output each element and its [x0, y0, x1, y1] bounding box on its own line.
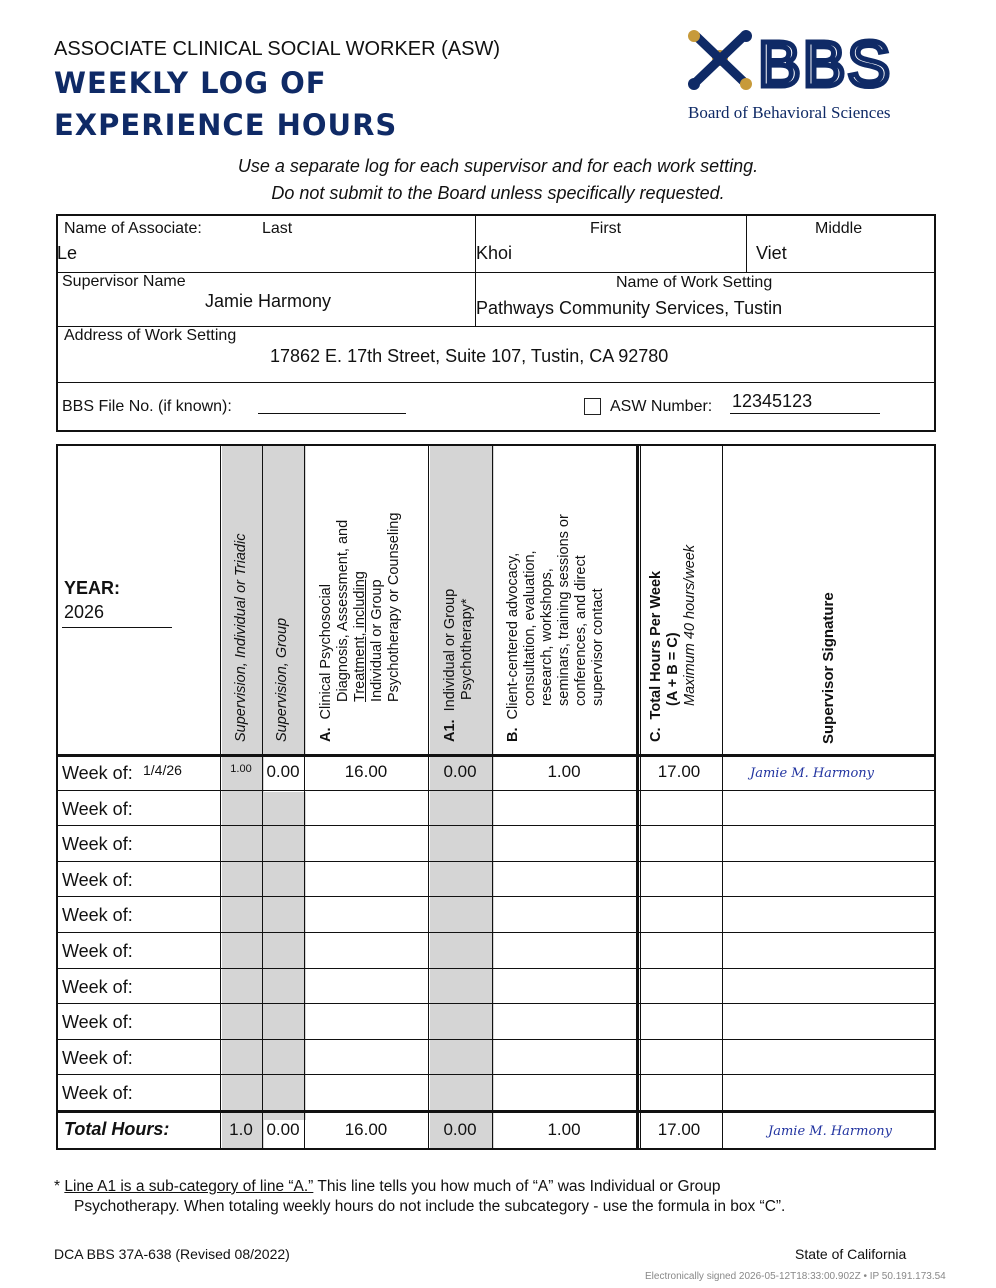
col-header-supervision-group: Supervision, Group — [274, 617, 290, 742]
form-title-line1: WEEKLY LOG OF — [54, 66, 327, 100]
total-cell-sup_grp[interactable]: 0.00 — [266, 1120, 300, 1139]
associate-name-label: Name of Associate: — [64, 220, 202, 237]
work-setting-name-field[interactable]: Pathways Community Services, Tustin — [476, 298, 783, 318]
week-label: Week of: — [62, 869, 133, 890]
hours-cell-c[interactable]: 17.00 — [657, 762, 701, 781]
hours-cell-a1[interactable]: 0.00 — [443, 762, 477, 781]
total-cell-b[interactable]: 1.00 — [547, 1120, 581, 1139]
supervisor-name-field[interactable]: Jamie Harmony — [205, 291, 332, 311]
year-underline — [62, 627, 172, 628]
first-name-field[interactable]: Khoi — [476, 243, 513, 263]
e-signature-stamp: Electronically signed 2026-05-12T18:33:00.902Z • IP 50.191.173.54 — [645, 1271, 946, 1282]
total-cell-c[interactable]: 17.00 — [657, 1120, 701, 1139]
total-hours-label: Total Hours: — [64, 1119, 170, 1139]
asw-checkbox[interactable] — [584, 398, 601, 415]
col-header-b: B. Client-centered advocacy, consultation, evaluation, research, workshops, seminars, training sessions or conferences, and direct supervisor contact — [505, 514, 606, 742]
instruction-line2: Do not submit to the Board unless specifically requested. — [271, 183, 725, 203]
hours-cell-sup_grp[interactable]: 0.00 — [266, 762, 300, 781]
week-label: Week of: — [62, 1083, 133, 1104]
footnote-line2: Psychotherapy. When totaling weekly hours do not include the subcategory - use the formula in box “C”. — [74, 1198, 786, 1215]
asw-number-label: ASW Number: — [610, 398, 713, 415]
hours-table — [56, 444, 936, 1150]
work-address-field[interactable]: 17862 E. 17th Street, Suite 107, Tustin, CA 92780 — [270, 346, 669, 366]
total-cell-sup_ind[interactable]: 1.0 — [229, 1120, 253, 1139]
bbs-logo-text: BBS — [758, 28, 893, 100]
week-label: Week of: — [62, 798, 133, 819]
week-label: Week of: — [62, 905, 133, 926]
year-label: YEAR: — [64, 578, 121, 598]
last-name-field[interactable]: Le — [57, 243, 78, 263]
instruction-line1: Use a separate log for each supervisor and for each work setting. — [237, 156, 759, 176]
last-name-label: Last — [262, 220, 293, 237]
bbs-file-no-label: BBS File No. (if known): — [62, 398, 232, 415]
hours-cell-b[interactable]: 1.00 — [547, 762, 581, 781]
col-header-c: C. Total Hours Per Week (A + B = C) Maximum 40 hours/week — [648, 544, 698, 742]
week-label: Week of: — [62, 1012, 133, 1033]
week-date-field[interactable]: 1/4/26 — [143, 762, 182, 778]
week-label: Week of: — [62, 763, 133, 783]
supervisor-signature: Jamie M. Harmony — [750, 766, 875, 781]
form-type-heading: ASSOCIATE CLINICAL SOCIAL WORKER (ASW) — [54, 38, 500, 60]
asw-number-underline — [730, 413, 880, 414]
week-label: Week of: — [62, 834, 133, 855]
footnote-line1: * Line A1 is a sub-category of line “A.” This line tells you how much of “A” was Individual or Group — [54, 1178, 721, 1195]
form-title-line2: EXPERIENCE HOURS — [54, 108, 398, 142]
week-label: Week of: — [62, 1047, 133, 1068]
total-cell-a[interactable]: 16.00 — [344, 1120, 388, 1139]
col-header-signature: Supervisor Signature — [820, 592, 837, 744]
bbs-file-no-field[interactable] — [258, 413, 406, 414]
hours-cell-sup_ind[interactable]: 1.00 — [230, 763, 252, 775]
work-address-label: Address of Work Setting — [64, 327, 237, 344]
work-setting-name-label: Name of Work Setting — [616, 274, 773, 291]
col-header-supervision-individual: Supervision, Individual or Triadic — [233, 533, 249, 742]
bbs-logo-subtitle: Board of Behavioral Sciences — [688, 103, 891, 122]
first-name-label: First — [590, 220, 622, 237]
state-label: State of California — [795, 1246, 907, 1262]
middle-name-label: Middle — [815, 220, 863, 237]
week-label: Week of: — [62, 976, 133, 997]
year-field[interactable]: 2026 — [64, 602, 105, 622]
asw-number-field[interactable]: 12345123 — [732, 391, 813, 411]
col-header-a: A. Clinical Psychosocial Diagnosis, Assessment, and Treatment, including Individual or Group Psychotherapy or Counseling — [318, 512, 402, 742]
middle-name-field[interactable]: Viet — [756, 243, 787, 263]
total-cell-a1[interactable]: 0.00 — [443, 1120, 477, 1139]
total-supervisor-signature: Jamie M. Harmony — [768, 1124, 893, 1139]
week-label: Week of: — [62, 941, 133, 961]
col-header-a1: A1. Individual or Group Psychotherapy* — [442, 588, 475, 742]
supervisor-name-label: Supervisor Name — [62, 273, 186, 290]
bbs-logo-icon — [688, 30, 752, 90]
form-number: DCA BBS 37A-638 (Revised 08/2022) — [54, 1246, 290, 1262]
hours-cell-a[interactable]: 16.00 — [344, 762, 388, 781]
